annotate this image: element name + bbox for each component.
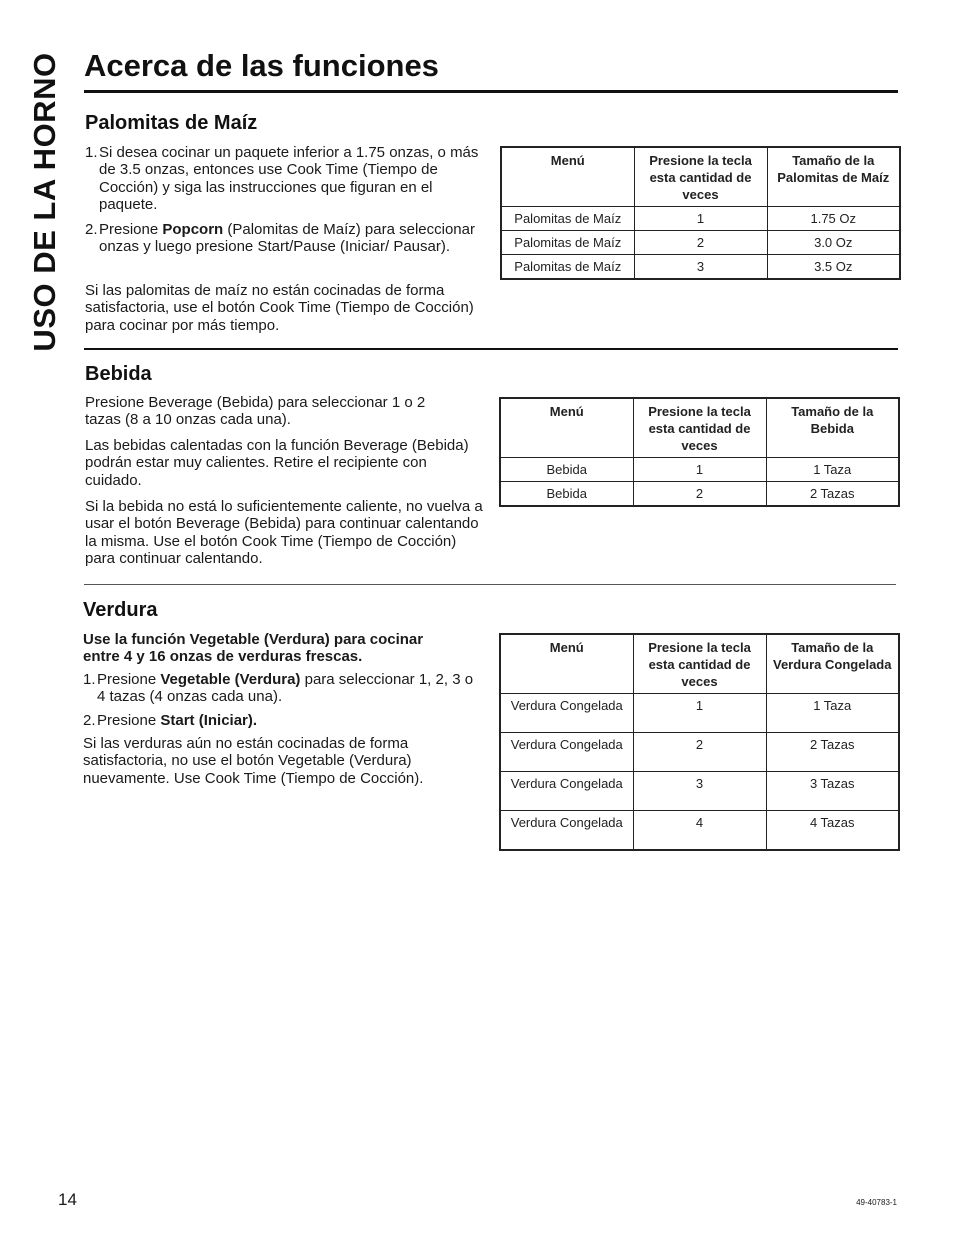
- table-header-row: [500, 634, 899, 694]
- header-size: Tamaño de la Palomitas de Maíz: [767, 147, 900, 207]
- cell-count: 4: [633, 811, 766, 850]
- cell-size: 2 Tazas: [766, 482, 899, 507]
- table-row: [500, 694, 899, 733]
- cell-size: 1.75 Oz: [767, 207, 900, 231]
- cell-menu: Verdura Congelada: [500, 733, 633, 772]
- page-title: Acerca de las funciones: [84, 48, 439, 83]
- header-size: Tamaño de la Bebida: [766, 398, 899, 458]
- cell-size: 1 Taza: [766, 694, 899, 733]
- cell-size: 3.5 Oz: [767, 255, 900, 280]
- header-press-count: Presione la tecla esta cantidad de veces: [633, 398, 766, 458]
- cell-menu: Palomitas de Maíz: [501, 255, 634, 280]
- cell-count: 2: [633, 482, 766, 507]
- cell-menu: Verdura Congelada: [500, 772, 633, 811]
- cell-menu: Bebida: [500, 458, 633, 482]
- header-menu: Menú: [501, 147, 634, 207]
- vegetable-table: [499, 633, 900, 851]
- table-header-row: [500, 398, 899, 458]
- title-rule: [84, 90, 898, 93]
- table-row: [500, 482, 899, 507]
- document-code: 49-40783-1: [856, 1198, 897, 1207]
- beverage-heading: Bebida: [85, 363, 152, 385]
- cell-size: 3 Tazas: [766, 772, 899, 811]
- start-key-name: Start (Iniciar).: [160, 712, 258, 729]
- cell-count: 1: [634, 207, 767, 231]
- page-number: 14: [58, 1190, 77, 1209]
- table-header-row: [501, 147, 900, 207]
- step-text: Presione Popcorn (Palomitas de Maíz) para seleccionar onzas y luego presione Start/Pause (Iniciar/ Pausar).: [99, 221, 475, 256]
- step-number: 2.: [85, 221, 98, 238]
- table-row: [500, 733, 899, 772]
- header-press-count: Presione la tecla esta cantidad de veces: [633, 634, 766, 694]
- header-menu: Menú: [500, 398, 633, 458]
- table-row: [500, 458, 899, 482]
- cell-size: 2 Tazas: [766, 733, 899, 772]
- table-row: [500, 772, 899, 811]
- cell-size: 1 Taza: [766, 458, 899, 482]
- cell-size: 4 Tazas: [766, 811, 899, 850]
- header-menu: Menú: [500, 634, 633, 694]
- vegetable-heading: Verdura: [83, 599, 158, 621]
- cell-menu: Palomitas de Maíz: [501, 207, 634, 231]
- table-row: [501, 231, 900, 255]
- cell-menu: Bebida: [500, 482, 633, 507]
- vegetable-step-1: [83, 671, 475, 706]
- vegetable-step-2: [83, 712, 478, 729]
- beverage-paragraph-2: Las bebidas calentadas con la función Beverage (Bebida) podrán estar muy calientes. Retire el recipiente con cuidado.: [85, 437, 469, 489]
- table-row: [501, 255, 900, 280]
- section-divider: [84, 584, 896, 585]
- side-tab-label: USO DE LA HORNO: [27, 52, 62, 352]
- beverage-paragraph-3: Si la bebida no está lo suficientemente caliente, no vuelva a usar el botón Beverage (Bebida) para continuar calentando la misma. Use el botón Cook Time (Tiempo de Cocción) para continuar calentando.: [85, 498, 483, 567]
- vegetable-intro: Use la función Vegetable (Verdura) para cocinar entre 4 y 16 onzas de verduras frescas.: [83, 631, 424, 666]
- popcorn-key-name: Popcorn: [162, 221, 224, 238]
- beverage-table: [499, 397, 900, 507]
- cell-count: 3: [633, 772, 766, 811]
- header-press-count: Presione la tecla esta cantidad de veces: [634, 147, 767, 207]
- vegetable-key-name: Vegetable (Verdura): [160, 671, 301, 688]
- vegetable-note: Si las verduras aún no están cocinadas de forma satisfactoria, no use el botón Vegetable (Verdura) nuevamente. Use Cook Time (Tiempo de Cocción).: [83, 735, 424, 787]
- step-number: 1.: [83, 671, 96, 688]
- popcorn-step-2: [85, 221, 480, 256]
- section-divider: [84, 348, 898, 350]
- beverage-paragraph-1: Presione Beverage (Bebida) para seleccionar 1 o 2 tazas (8 a 10 onzas cada una).: [85, 394, 426, 429]
- cell-menu: Verdura Congelada: [500, 694, 633, 733]
- step-text: Presione Vegetable (Verdura) para seleccionar 1, 2, 3 o 4 tazas (4 onzas cada una).: [97, 671, 474, 706]
- step-text: Presione Start (Iniciar).: [97, 712, 258, 729]
- step-number: 2.: [83, 712, 96, 729]
- cell-menu: Verdura Congelada: [500, 811, 633, 850]
- popcorn-note: Si las palomitas de maíz no están cocinadas de forma satisfactoria, use el botón Cook Time (Tiempo de Cocción) para cocinar por más tiempo.: [85, 282, 474, 334]
- cell-menu: Palomitas de Maíz: [501, 231, 634, 255]
- cell-size: 3.0 Oz: [767, 231, 900, 255]
- cell-count: 1: [633, 694, 766, 733]
- side-section-tab: [28, 54, 62, 350]
- step-number: 1.: [85, 144, 98, 161]
- cell-count: 2: [634, 231, 767, 255]
- header-size: Tamaño de la Verdura Congelada: [766, 634, 899, 694]
- cell-count: 2: [633, 733, 766, 772]
- table-row: [500, 811, 899, 850]
- cell-count: 1: [633, 458, 766, 482]
- cell-count: 3: [634, 255, 767, 280]
- popcorn-table: [500, 146, 901, 280]
- popcorn-heading: Palomitas de Maíz: [85, 112, 258, 134]
- popcorn-step-1: [85, 144, 480, 213]
- step-text: Si desea cocinar un paquete inferior a 1.75 onzas, o más de 3.5 onzas, entonces use Cook Time (Tiempo de Cocción) y siga las instrucciones que figuran en el paquete.: [99, 144, 479, 213]
- table-row: [501, 207, 900, 231]
